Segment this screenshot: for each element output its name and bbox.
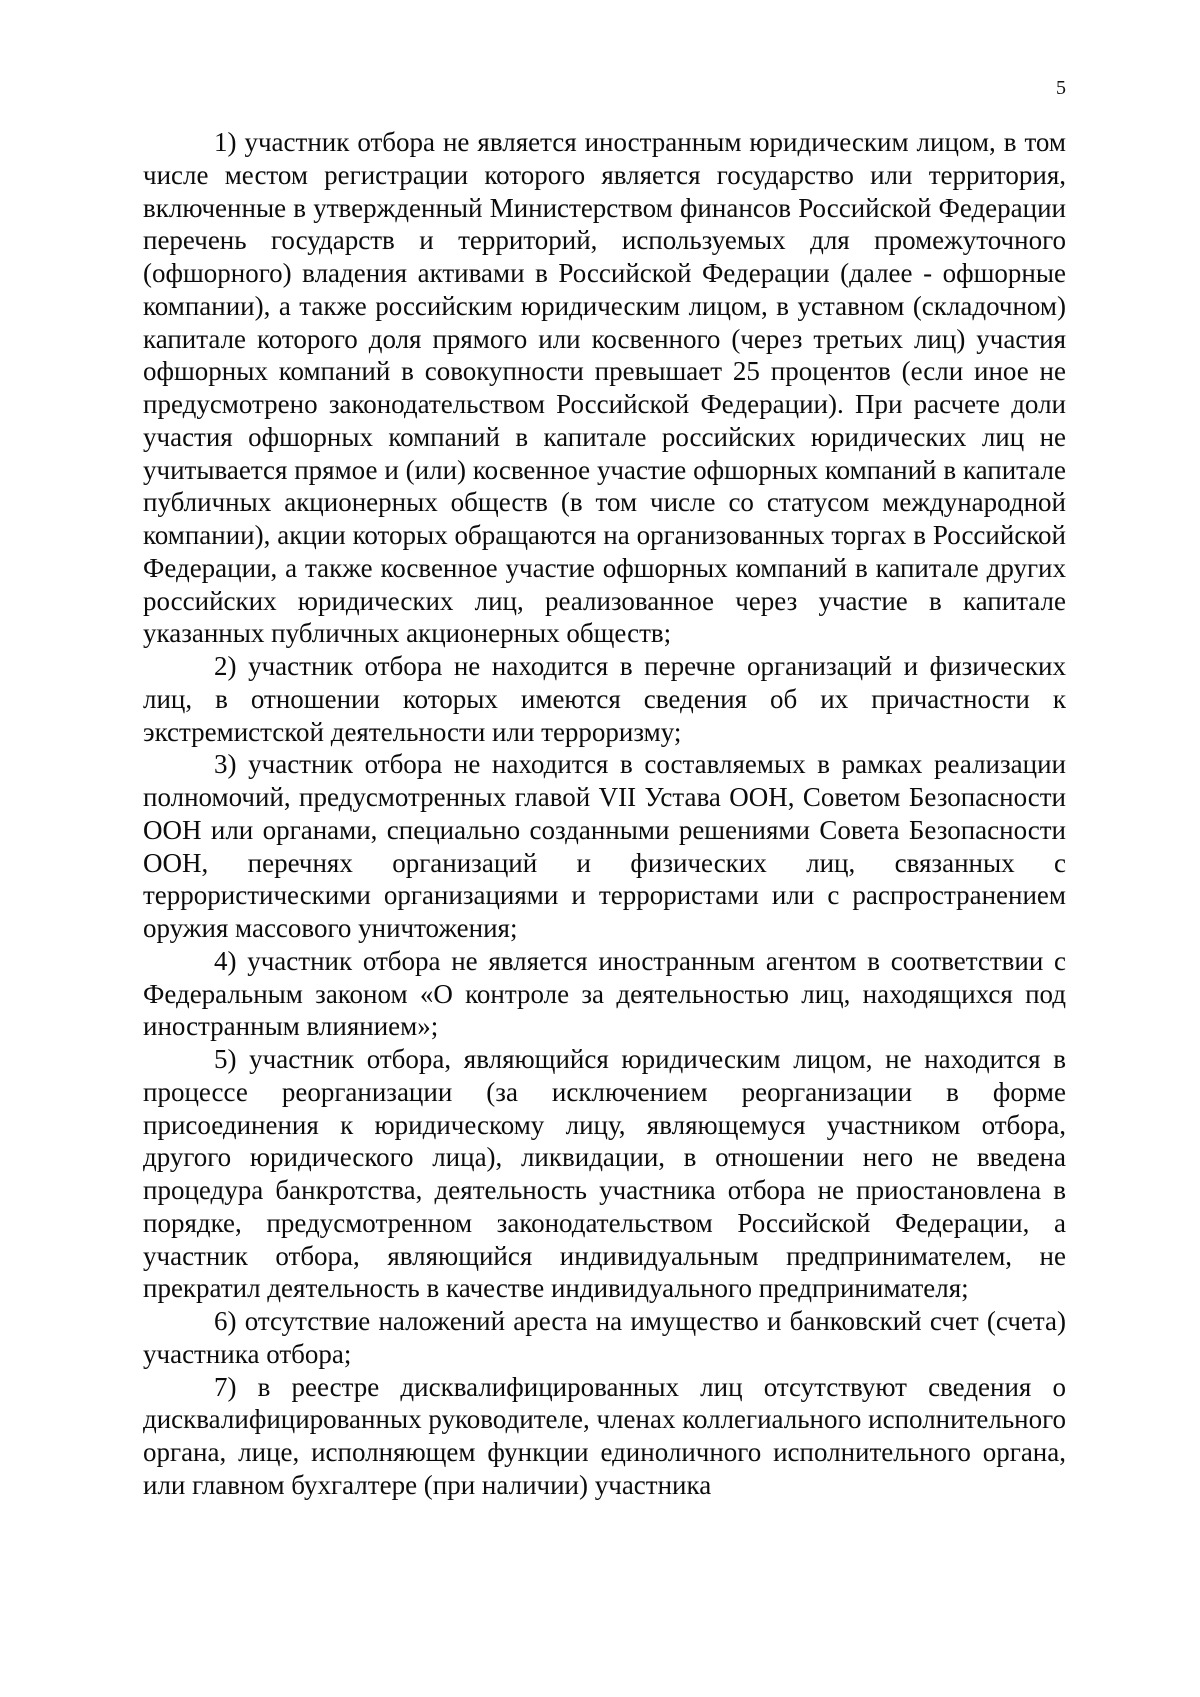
page-number: 5 (1056, 77, 1066, 99)
paragraph-item-5: 5) участник отбора, являющийся юридическим лицом, не находится в процессе реорганизации (за исключением реорганизации в форме присоединения к юридическому лицу, являющемуся участником отбора, другого юридического лица), ликвидации, в отношении него не введена процедура банкротства, деятельность участника отбора не приостановлена в порядке, предусмотренном законодательством Российской Федерации, а участник отбора, являющийся индивидуальным предпринимателем, не прекратил деятельность в качестве индивидуального предпринимателя; (143, 1044, 1066, 1304)
document-body (143, 126, 1066, 1502)
paragraph-item-3: 3) участник отбора не находится в составляемых в рамках реализации полномочий, предусмотренных главой VII Устава ООН, Советом Безопасности ООН или органами, специально созданными решениями Совета Безопасности ООН, перечнях организаций и физических лиц, связанных с террористическими организациями и террористами или с распространением оружия массового уничтожения; (143, 749, 1066, 943)
paragraph-item-4: 4) участник отбора не является иностранным агентом в соответствии с Федеральным законом «О контроле за деятельностью лиц, находящихся под иностранным влиянием»; (143, 945, 1066, 1042)
paragraph-item-1: 1) участник отбора не является иностранным юридическим лицом, в том числе местом регистрации которого является государство или территория, включенные в утвержденный Министерством финансов Российской Федерации перечень государств и территорий, используемых для промежуточного (офшорного) владения активами в Российской Федерации (далее - офшорные компании), а также российским юридическим лицом, в уставном (складочном) капитале которого доля прямого или косвенного (через третьих лиц) участия офшорных компаний в совокупности превышает 25 процентов (если иное не предусмотрено законодательством Российской Федерации). При расчете доли участия офшорных компаний в капитале российских юридических лиц не учитывается прямое и (или) косвенное участие офшорных компаний в капитале публичных акционерных обществ (в том числе со статусом международной компании), акции которых обращаются на организованных торгах в Российской Федерации, а также косвенное участие офшорных компаний в капитале других российских юридических лиц, реализованное через участие в капитале указанных публичных акционерных обществ; (143, 127, 1066, 649)
paragraph-item-6: 6) отсутствие наложений ареста на имущество и банковский счет (счета) участника отбора; (143, 1306, 1066, 1369)
paragraph-item-7: 7) в реестре дисквалифицированных лиц отсутствуют сведения о дисквалифицированных руководителе, членах коллегиального исполнительного органа, лице, исполняющем функции единоличного исполнительного органа, или главном бухгалтере (при наличии) участника (143, 1371, 1066, 1500)
paragraph-item-2: 2) участник отбора не находится в перечне организаций и физических лиц, в отношении которых имеются сведения об их причастности к экстремистской деятельности или терроризму; (143, 651, 1066, 747)
